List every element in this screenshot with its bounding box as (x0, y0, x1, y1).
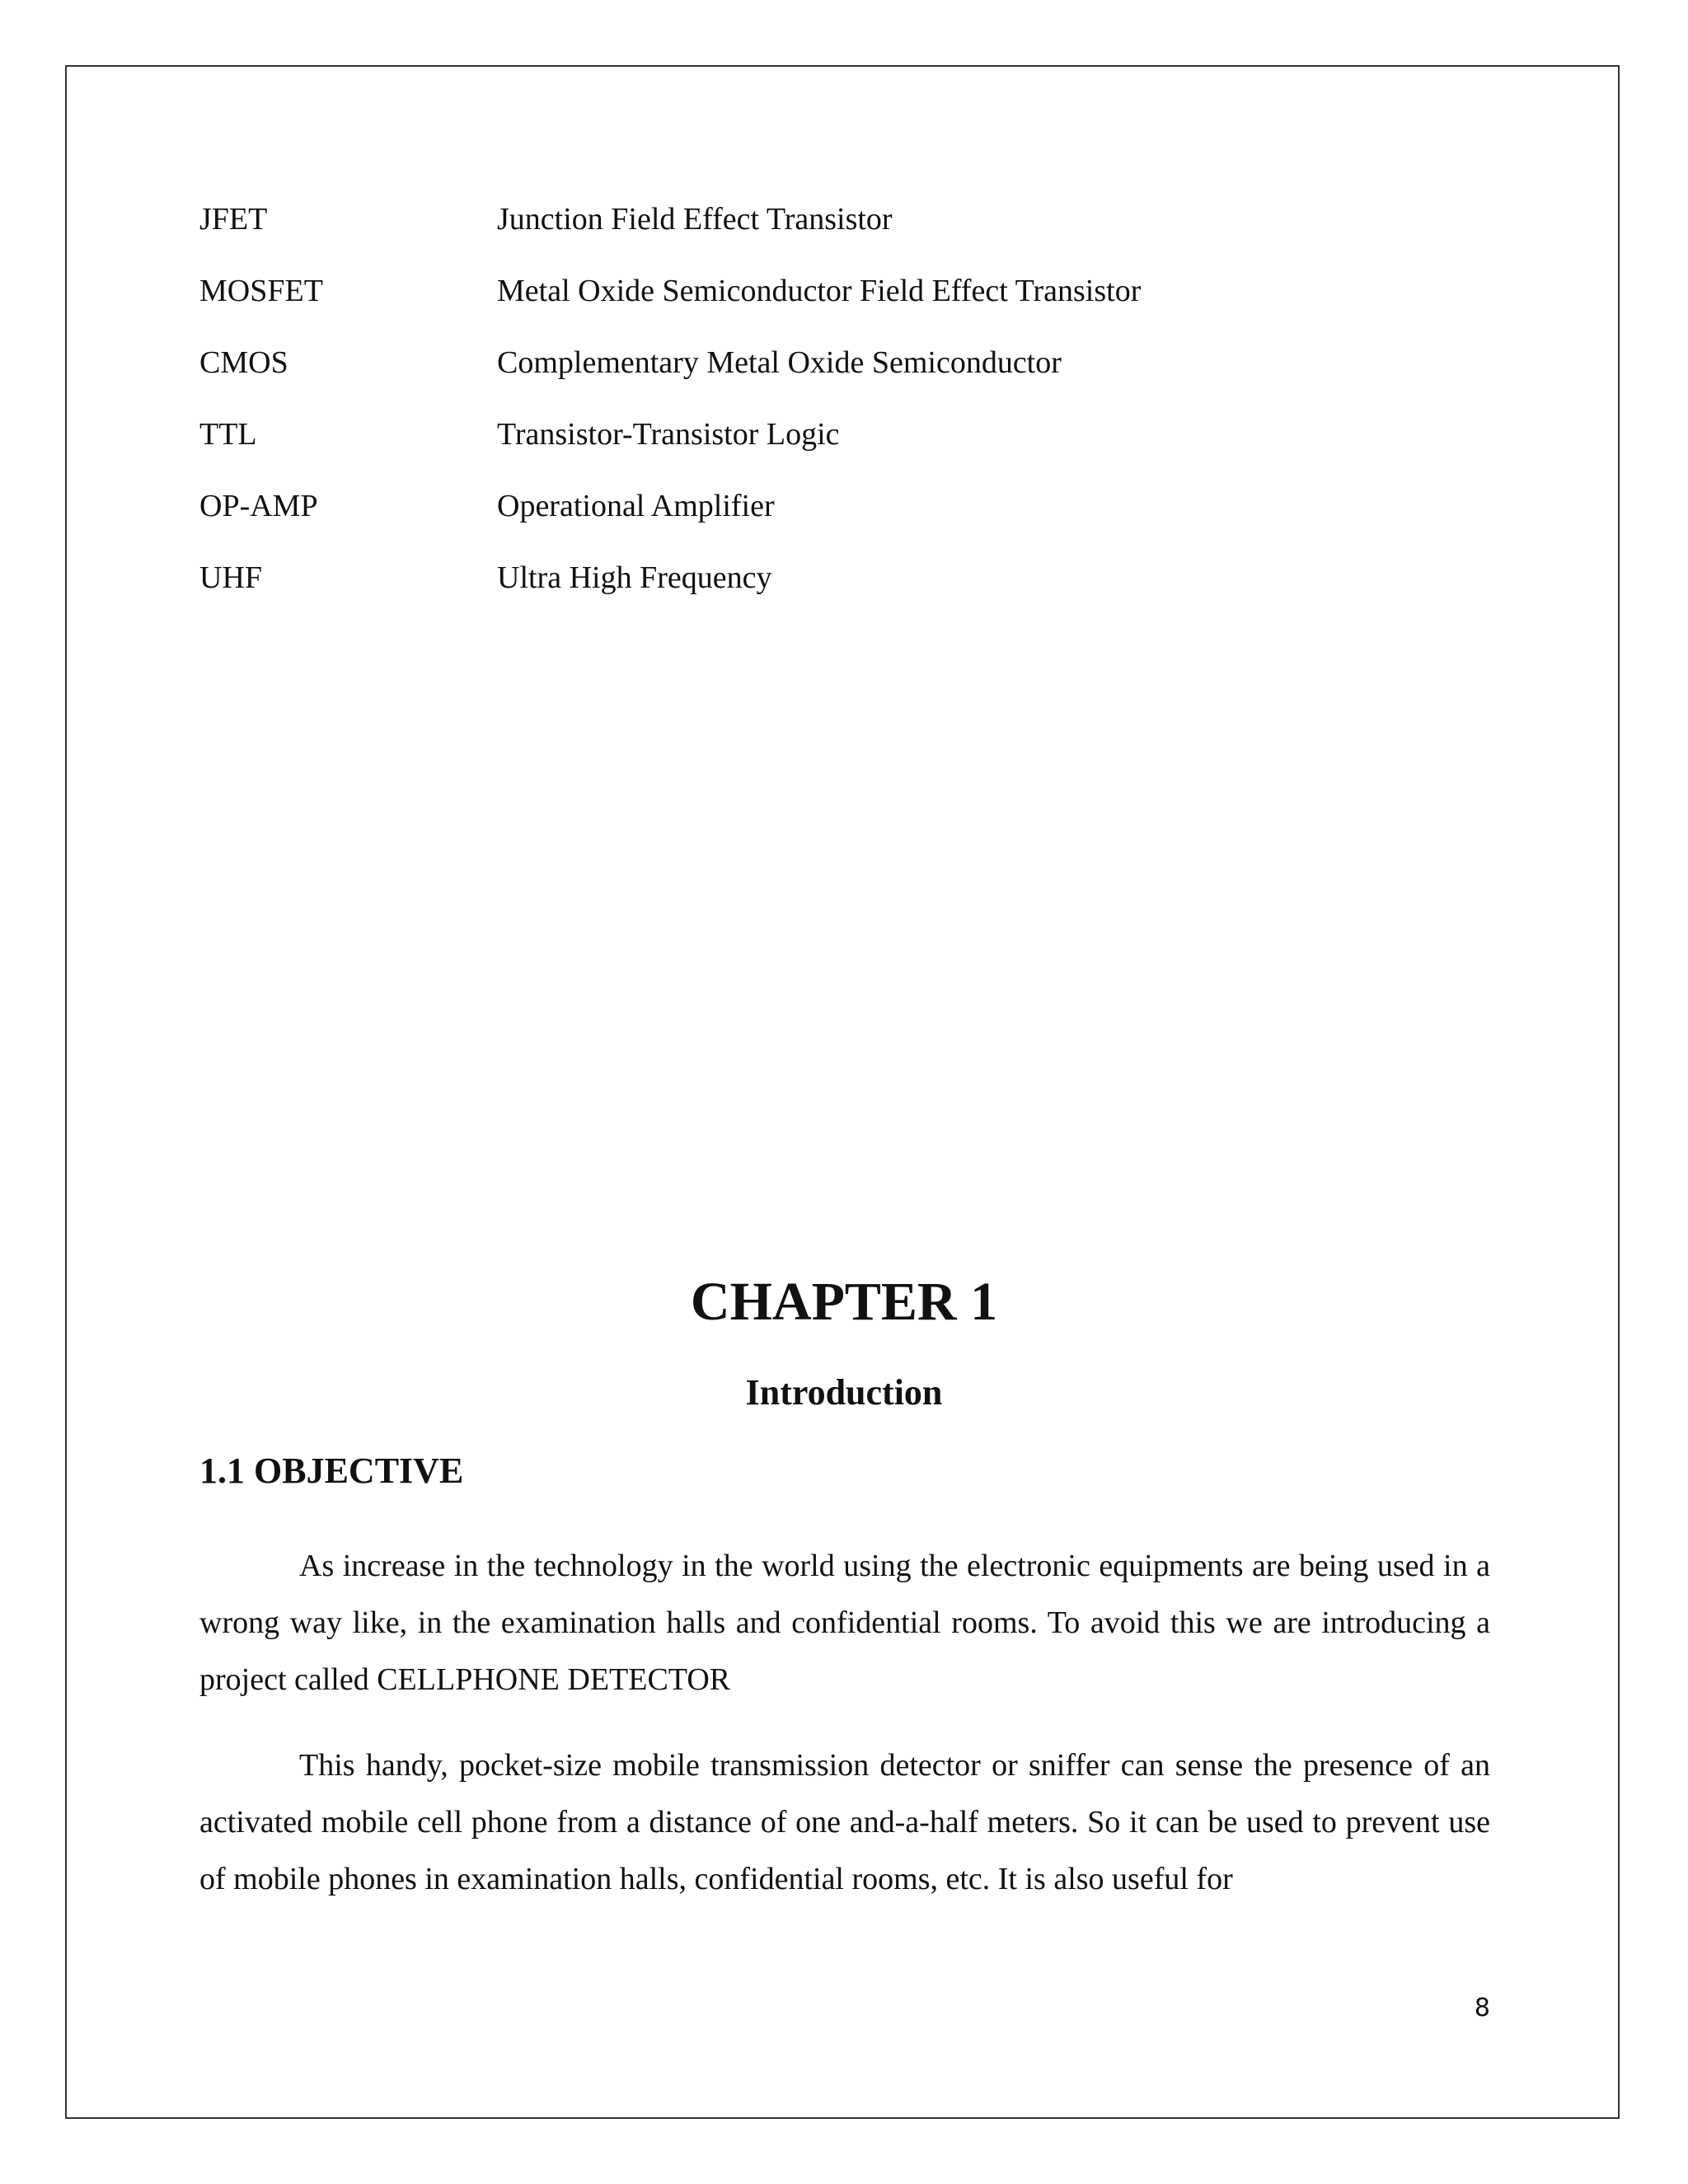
abbreviation-row (199, 338, 1518, 410)
abbreviation-term: TTL (199, 417, 257, 452)
abbreviation-definition: Complementary Metal Oxide Semiconductor (497, 345, 1062, 380)
abbreviation-row (199, 266, 1518, 338)
abbreviation-row (199, 481, 1518, 553)
abbreviation-definition: Ultra High Frequency (497, 560, 772, 595)
abbreviation-term: MOSFET (199, 274, 323, 308)
abbreviation-definition: Junction Field Effect Transistor (497, 202, 893, 237)
abbreviation-term: CMOS (199, 345, 288, 380)
abbreviation-list (199, 194, 1518, 625)
abbreviation-term: JFET (199, 202, 268, 237)
abbreviation-term: UHF (199, 560, 263, 595)
abbreviation-row (199, 410, 1518, 481)
body-paragraph: This handy, pocket-size mobile transmission detector or sniffer can sense the presence of an activated mobile cell phone from a distance of one and-a-half meters. So it can be used to prevent use of mobile phones in examination halls, confidential rooms, etc. It is also useful for (199, 1748, 1490, 1896)
body-paragraph: As increase in the technology in the world using the electronic equipments are being used in a wrong way like, in the examination halls and confidential rooms. To avoid this we are introducing a project called CELLPHONE DETECTOR (199, 1549, 1490, 1697)
page-number: 8 (1474, 1994, 1490, 2022)
section-heading: 1.1 OBJECTIVE (199, 1451, 464, 1491)
abbreviation-definition: Metal Oxide Semiconductor Field Effect Transistor (497, 274, 1142, 308)
chapter-subtitle: Introduction (745, 1372, 943, 1413)
abbreviation-row (199, 194, 1518, 266)
abbreviation-definition: Transistor-Transistor Logic (497, 417, 840, 452)
abbreviation-term: OP-AMP (199, 489, 318, 523)
abbreviation-definition: Operational Amplifier (497, 489, 775, 523)
chapter-title: CHAPTER 1 (690, 1272, 998, 1332)
abbreviation-row (199, 553, 1518, 625)
